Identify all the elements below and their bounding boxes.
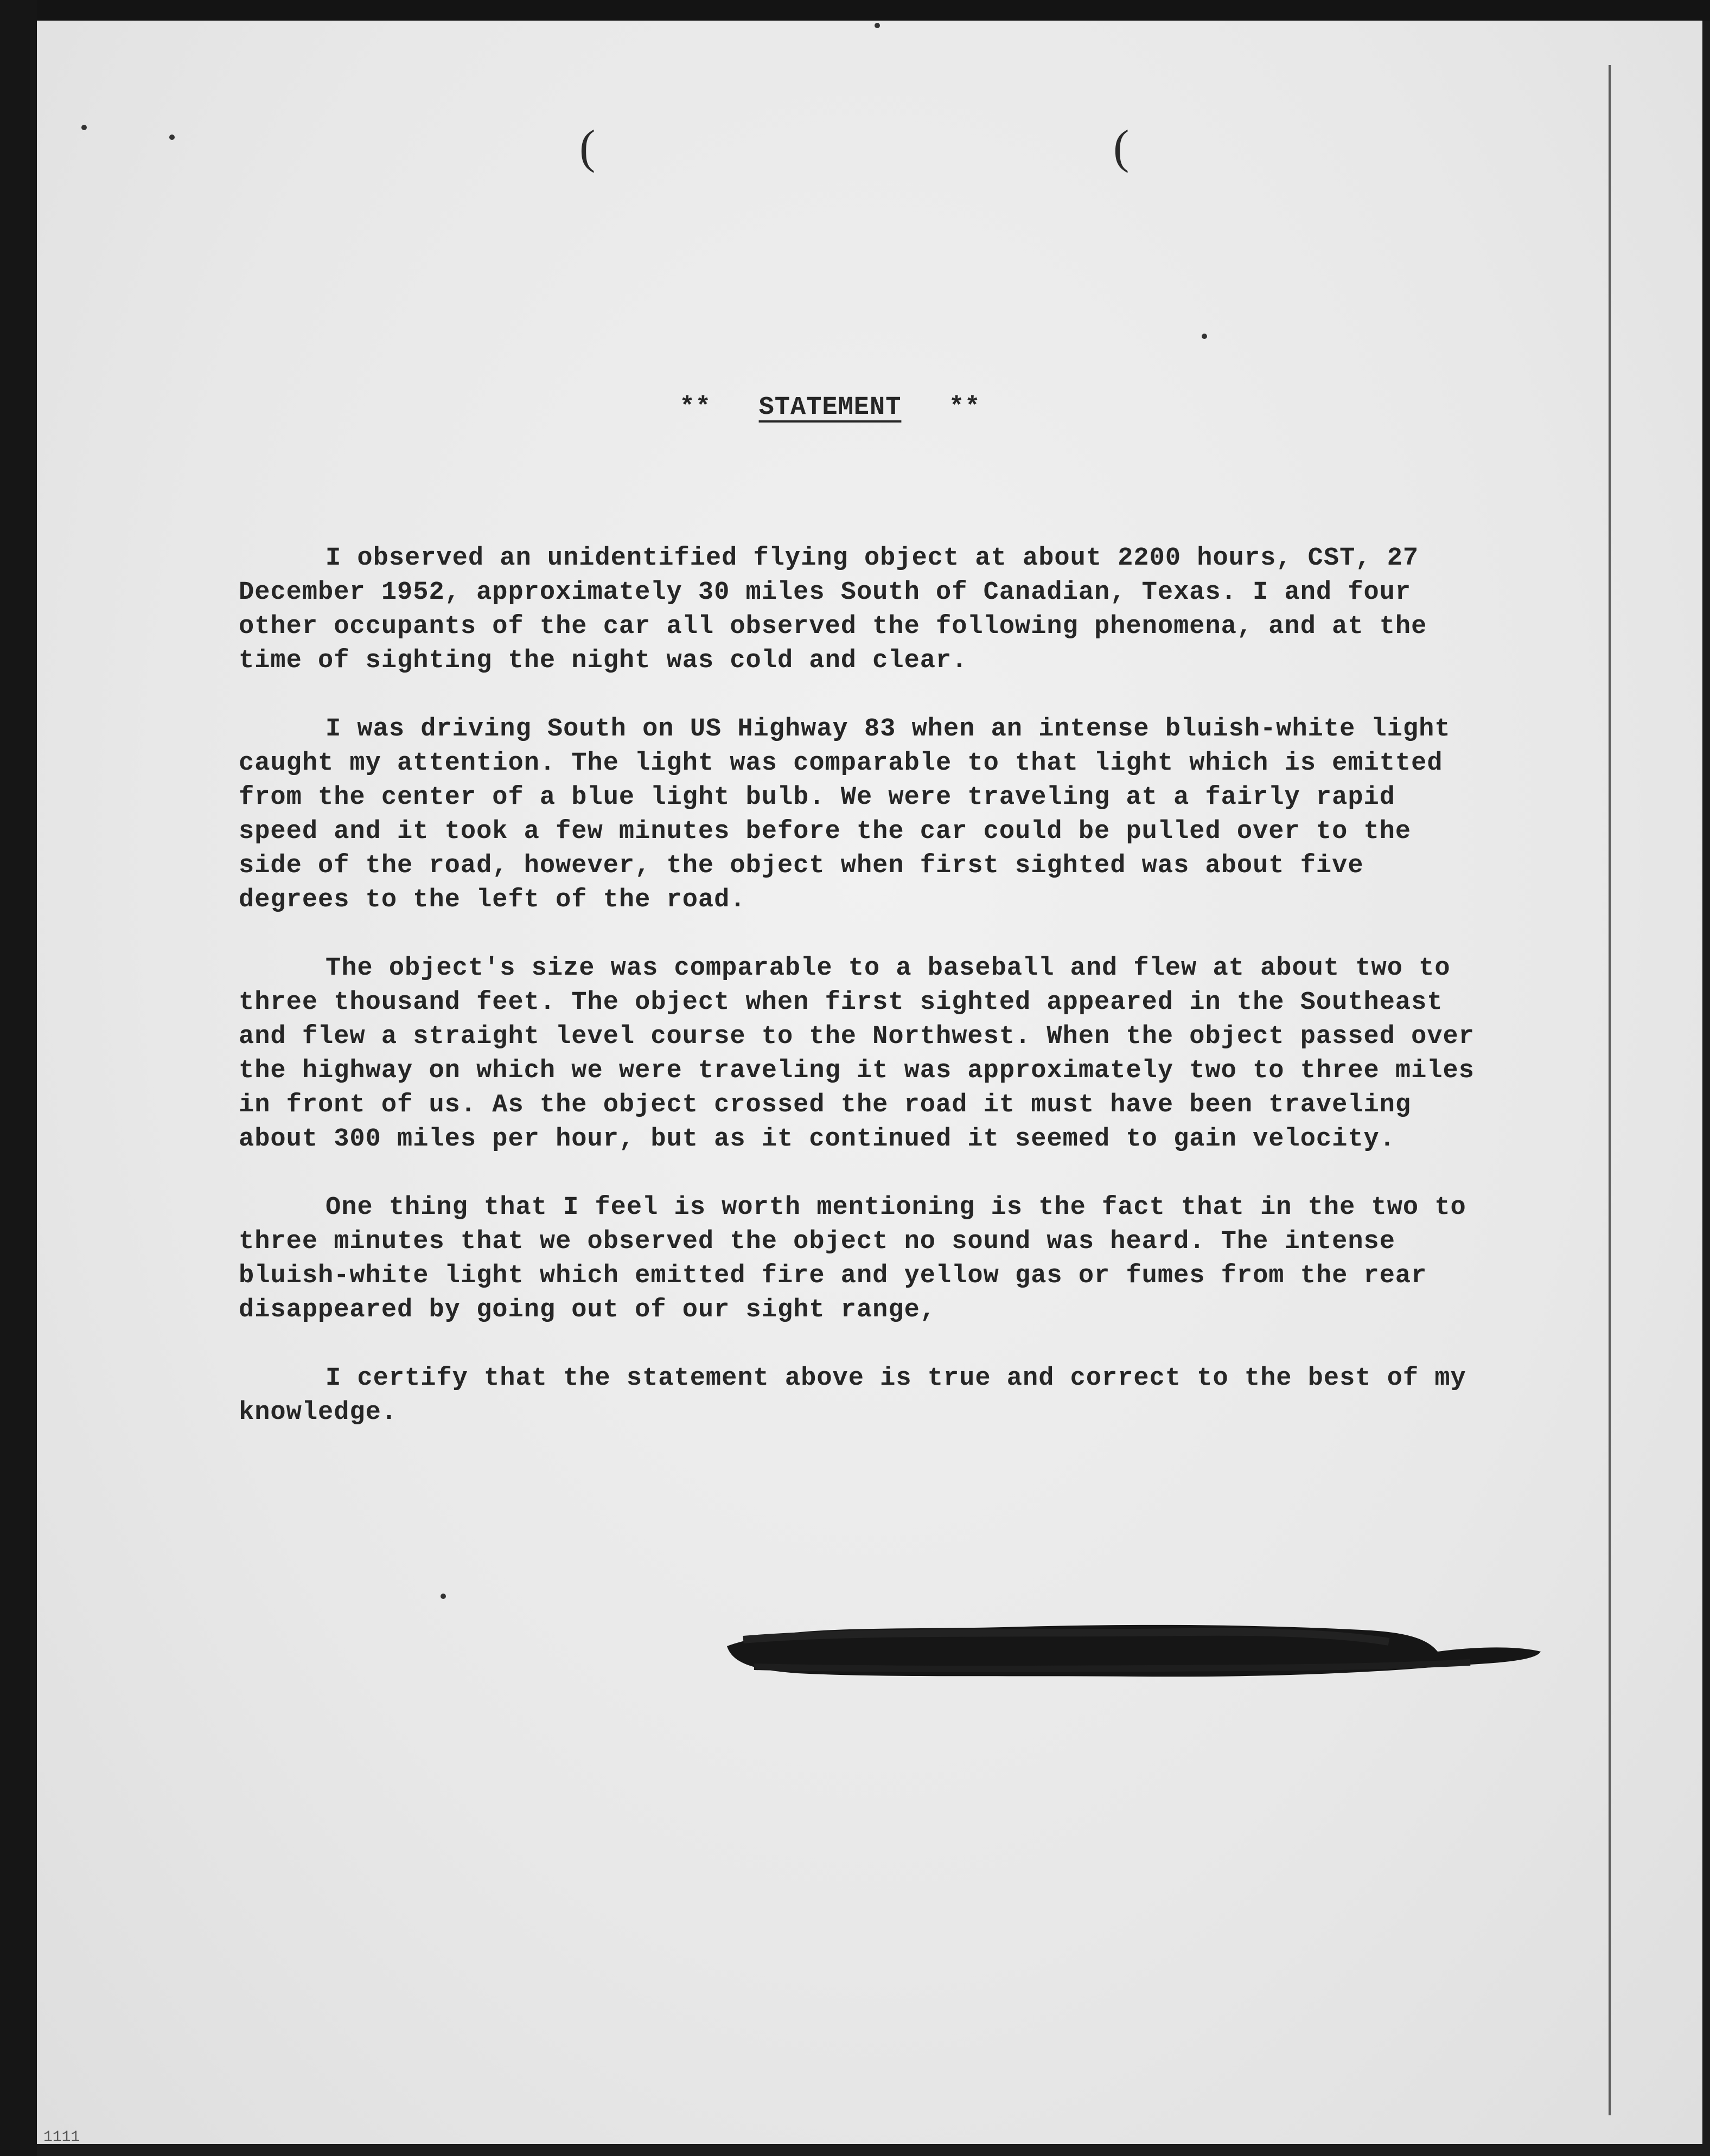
- page-title: STATEMENT: [758, 393, 902, 422]
- page-edge-rule: [1609, 65, 1611, 2115]
- heading-prefix: **: [679, 393, 711, 422]
- paragraph-certification: I certify that the statement above is true and correct to the best of my knowledge.: [239, 1364, 1482, 1427]
- punch-mark-left: (: [579, 121, 596, 174]
- scan-speck: [1202, 334, 1207, 339]
- footer-mark: 1111: [43, 2129, 80, 2146]
- paragraph-object-size: The object's size was comparable to a baseball and flew at about two to three thousand feet. The object when first sighted appeared in the Southeast and flew a straight level course to the Northwest. When the object passed over the highway on which we were traveling it was approximately two to three miles in front of us. As the object crossed the road it must have been traveling about 300 miles per hour, but as it continued it seemed to gain velocity.: [239, 954, 1491, 1154]
- scan-speck: [169, 135, 175, 140]
- paragraph-no-sound: One thing that I feel is worth mentioning is the fact that in the two to three minutes that we observed the object no sound was heard. The intense bluish-white light which emitted fire and yellow gas or fumes from the rear disappeared by going out of our sight range,: [239, 1193, 1482, 1325]
- scan-border-top: [0, 0, 1710, 21]
- statement-document: [239, 391, 1491, 1464]
- punch-mark-right: (: [1113, 121, 1130, 174]
- document-heading: [174, 391, 1486, 425]
- paragraph-sighting-time: I observed an unidentified flying object at about 2200 hours, CST, 27 December 1952, approximately 30 miles South of Canadian, Texas. I and four other occupants of the car all observed the following phenomena, and at the time of sighting the night was cold and clear.: [239, 544, 1443, 675]
- scan-speck: [81, 125, 87, 130]
- heading-suffix: **: [949, 393, 981, 422]
- scan-speck: [441, 1594, 446, 1599]
- scan-speck: [875, 23, 880, 28]
- signature-redaction: [722, 1614, 1546, 1684]
- paragraph-driving: I was driving South on US Highway 83 when an intense bluish-white light caught my attention. The light was comparable to that light which is emitted from the center of a blue light bulb. We were traveling at a fairly rapid speed and it took a few minutes before the car could be pulled over to the side of the road, however, the object when first sighted was about five degrees to the left of the road.: [239, 715, 1466, 914]
- scan-border-left: [0, 0, 37, 2156]
